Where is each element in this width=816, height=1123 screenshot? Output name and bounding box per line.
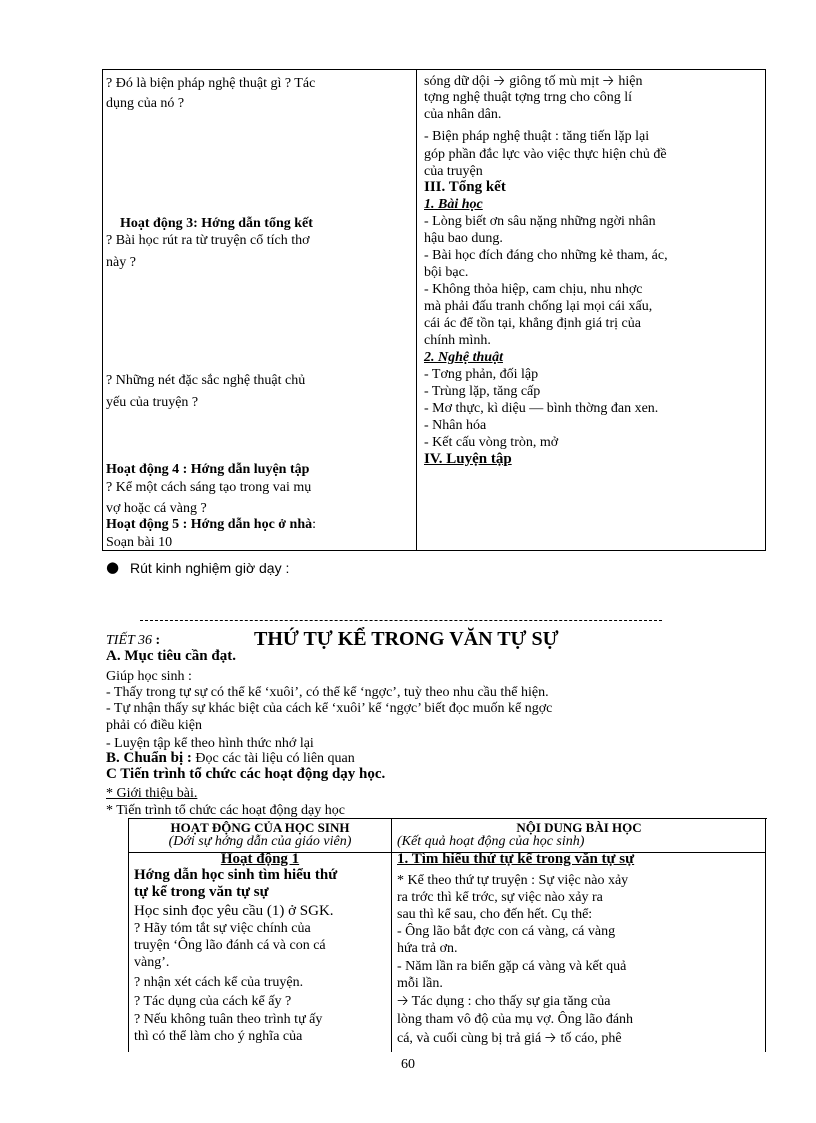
right-arrow-icon: 🡢 xyxy=(397,993,409,1009)
content-line xyxy=(397,1032,622,1046)
content-text: - Bài học đích đáng cho những kẻ tham, ác, xyxy=(424,248,668,263)
activity-heading: Hớng dẫn học sinh tìm hiểu thứ xyxy=(134,867,338,883)
content-text: - Nhân hóa xyxy=(424,418,487,433)
content-line xyxy=(397,995,610,1009)
question-text: yếu của truyện ? xyxy=(106,395,199,410)
body-text: ? Hãy tóm tắt sự việc chính của xyxy=(134,921,311,936)
question-text: này ? xyxy=(106,255,136,270)
body-text: ? Nếu không tuân theo trình tự ấy xyxy=(134,1012,323,1027)
column-subheader: (Kết quả hoạt động của học sinh) xyxy=(397,834,585,849)
page-number: 60 xyxy=(401,1057,415,1072)
body-text: ? nhận xét cách kể của truyện. xyxy=(134,975,304,990)
activity-heading: tự kể trong văn tự sự xyxy=(134,884,269,900)
body-text: cá, và cuối cùng bị trả giá xyxy=(397,1031,542,1046)
section-heading: A. Mục tiêu cần đạt. xyxy=(106,648,236,664)
body-text: ? Tác dụng của cách kể ấy ? xyxy=(134,994,292,1009)
section-heading: 1. Tìm hiểu thứ tự kể trong văn tự sự xyxy=(397,851,635,867)
content-text: - Kết cấu vòng tròn, mở xyxy=(424,435,559,450)
body-text: - Luyện tập kể theo hình thức nhớ lại xyxy=(106,736,314,751)
body-text: Tác dụng : cho thấy sự gia tăng của xyxy=(411,994,611,1009)
right-arrow-icon: 🡢 xyxy=(602,73,619,89)
review-text: Rút kinh nghiệm giờ dạy : xyxy=(130,560,290,576)
top-table-border-top xyxy=(102,69,766,70)
content-text: - Lòng biết ơn sâu nặng những ngời nhân xyxy=(424,214,656,229)
body-text: hứa trả ơn. xyxy=(397,941,458,956)
activity-heading: Hoạt động 1 xyxy=(220,851,300,867)
content-text: - Trùng lặp, tăng cấp xyxy=(424,384,541,399)
body-text: thì có thể làm cho ý nghĩa của xyxy=(134,1029,303,1044)
content-text: mà phải đấu tranh chống lại mọi cái xấu, xyxy=(424,299,653,314)
bottom-table-border-left xyxy=(128,818,129,862)
body-text: sau thì kể sau, cho đến hết. Cụ thể: xyxy=(397,907,593,922)
bottom-table-border-top xyxy=(128,818,767,819)
question-text: ? Kể một cách sáng tạo trong vai mụ xyxy=(106,480,312,495)
question-text: dụng của nó ? xyxy=(106,96,185,111)
top-table-border-left xyxy=(102,69,103,551)
body-text: tố cáo, phê xyxy=(560,1031,622,1046)
subsection-heading: 2. Nghệ thuật xyxy=(424,350,503,365)
bottom-table-border-mid xyxy=(391,818,392,1052)
column-header: HOẠT ĐỘNG CỦA HỌC SINH xyxy=(170,820,350,835)
content-text: của truyện xyxy=(424,164,483,179)
column-header: NỘI DUNG BÀI HỌC xyxy=(516,820,642,835)
lesson-number-line xyxy=(106,634,160,648)
question-text: ? Bài học rút ra từ truyện cổ tích thơ xyxy=(106,233,310,248)
content-text: - Mơ thực, kì diệu — bình thờng đan xen. xyxy=(424,401,659,416)
content-text: - Biện pháp nghệ thuật : tăng tiến lặp lại xyxy=(424,129,650,144)
content-text: bội bạc. xyxy=(424,265,469,280)
content-line xyxy=(424,75,643,89)
activity-heading: Hoạt động 4 : Hớng dẫn luyện tập xyxy=(106,462,310,477)
content-text: cái ác để tồn tại, khẳng định giá trị của xyxy=(424,316,641,331)
bullet-icon: ● xyxy=(106,558,120,576)
colon: : xyxy=(312,517,317,532)
body-text: mỗi lần. xyxy=(397,976,443,991)
content-text: của nhân dân. xyxy=(424,107,502,122)
body-text: - Năm lần ra biển gặp cá vàng và kết quả xyxy=(397,959,627,974)
separator-line xyxy=(140,620,662,621)
content-text: góp phần đắc lực vào việc thực hiện chủ đề xyxy=(424,147,667,162)
body-text: vàng’. xyxy=(134,955,170,970)
top-table-border-bottom xyxy=(102,550,766,551)
content-text: tợng nghệ thuật tợng trng cho công lí xyxy=(424,90,633,105)
body-text: phải có điều kiện xyxy=(106,718,203,733)
lesson-title: THỨ TỰ KỂ TRONG VĂN TỰ SỰ xyxy=(254,628,559,650)
section-b-line xyxy=(106,752,355,766)
body-text: - Thấy trong tự sự có thể kể ‘xuôi’, có thể kể ‘ngợc’, tuỳ theo nhu cầu thể hiện. xyxy=(106,685,549,700)
section-heading: C Tiến trình tổ chức các hoạt động dạy học. xyxy=(106,766,386,782)
section-heading: III. Tổng kết xyxy=(424,179,506,195)
content-text: sóng dữ dội xyxy=(424,74,490,89)
right-arrow-icon: 🡢 xyxy=(544,1030,561,1046)
question-text: vợ hoặc cá vàng ? xyxy=(106,501,207,516)
content-text: hậu bao dung. xyxy=(424,231,503,246)
section-heading: B. Chuẩn bị : xyxy=(106,750,192,766)
activity-heading-line xyxy=(106,518,316,532)
colon: : xyxy=(155,633,161,648)
question-text: ? Những nét đặc sắc nghệ thuật chủ xyxy=(106,373,306,388)
body-text: Đọc các tài liệu có liên quan xyxy=(195,751,355,766)
bottom-table-border-left-lower xyxy=(128,862,129,1052)
section-heading: IV. Luyện tập xyxy=(424,451,512,467)
body-text: * Tiến trình tổ chức các hoạt động dạy học xyxy=(106,803,345,818)
body-text: ra trớc thì kể trớc, sự việc nào xảy ra xyxy=(397,890,603,905)
bottom-table-border-right xyxy=(765,818,766,1052)
body-text: truyện ‘Ông lão đánh cá và con cá xyxy=(134,938,326,953)
body-text: * Kể theo thứ tự truyện : Sự việc nào xảy xyxy=(397,873,629,888)
content-text: hiện xyxy=(618,74,643,89)
body-text: Học sinh đọc yêu cầu (1) ở SGK. xyxy=(134,903,334,919)
content-text: - Tơng phản, đối lập xyxy=(424,367,539,382)
subsection-heading: 1. Bài học xyxy=(424,197,483,212)
activity-heading: Hoạt động 5 : Hớng dẫn học ở nhà xyxy=(106,517,313,532)
right-arrow-icon: 🡢 xyxy=(493,73,510,89)
homework-text: Soạn bài 10 xyxy=(106,535,173,550)
body-text: - Ông lão bắt đợc con cá vàng, cá vàng xyxy=(397,924,616,939)
content-text: - Không thỏa hiệp, cam chịu, nhu nhợc xyxy=(424,282,643,297)
content-text: chính mình. xyxy=(424,333,491,348)
body-text: - Tự nhận thấy sự khác biệt của cách kể ‘xuôi’ kể ‘ngợc’ biết đọc muốn kể ngợc xyxy=(106,701,553,716)
body-text: Giúp học sinh : xyxy=(106,669,192,684)
activity-heading: Hoạt động 3: Hớng dẫn tổng kết xyxy=(120,216,313,231)
body-text: * Giới thiệu bài. xyxy=(106,786,198,801)
question-text: ? Đó là biện pháp nghệ thuật gì ? Tác xyxy=(106,76,316,91)
column-subheader: (Dới sự hớng dẫn của giáo viên) xyxy=(168,834,352,849)
top-table-border-mid xyxy=(416,69,417,551)
body-text: lòng tham vô độ của mụ vợ. Ông lão đánh xyxy=(397,1012,634,1027)
content-text: giông tố mù mịt xyxy=(509,74,600,89)
top-table-border-right xyxy=(765,69,766,551)
lesson-number: TIẾT 36 xyxy=(106,633,153,648)
